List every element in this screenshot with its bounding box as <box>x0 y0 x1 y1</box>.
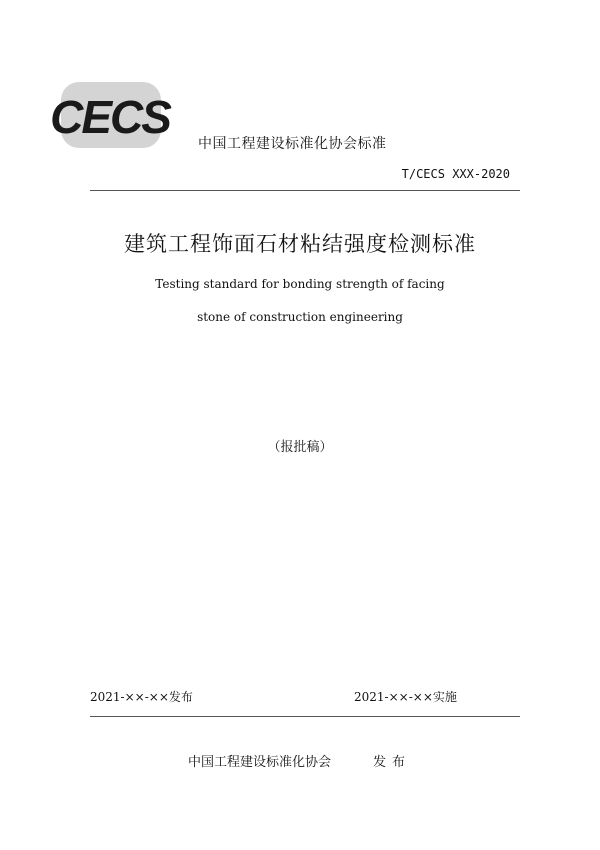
publisher-name: 中国工程建设标准化协会 <box>188 755 332 770</box>
logo-text: CECS <box>50 91 170 143</box>
draft-status: （报批稿） <box>267 440 333 455</box>
effective-date: 2021-××-××实施 <box>354 690 457 704</box>
title-english-line-2: stone of construction engineering <box>197 310 403 324</box>
bottom-divider <box>90 716 520 717</box>
top-divider <box>90 190 520 191</box>
cecs-logo <box>47 82 173 148</box>
organization-header: 中国工程建设标准化协会标准 <box>198 136 387 152</box>
publish-label: 发布 <box>373 755 412 770</box>
document-code: T/CECS XXX-2020 <box>401 167 510 181</box>
title-chinese: 建筑工程饰面石材粘结强度检测标准 <box>124 232 476 256</box>
issue-date: 2021-××-××发布 <box>90 690 193 704</box>
title-english-line-1: Testing standard for bonding strength of facing <box>155 277 445 291</box>
